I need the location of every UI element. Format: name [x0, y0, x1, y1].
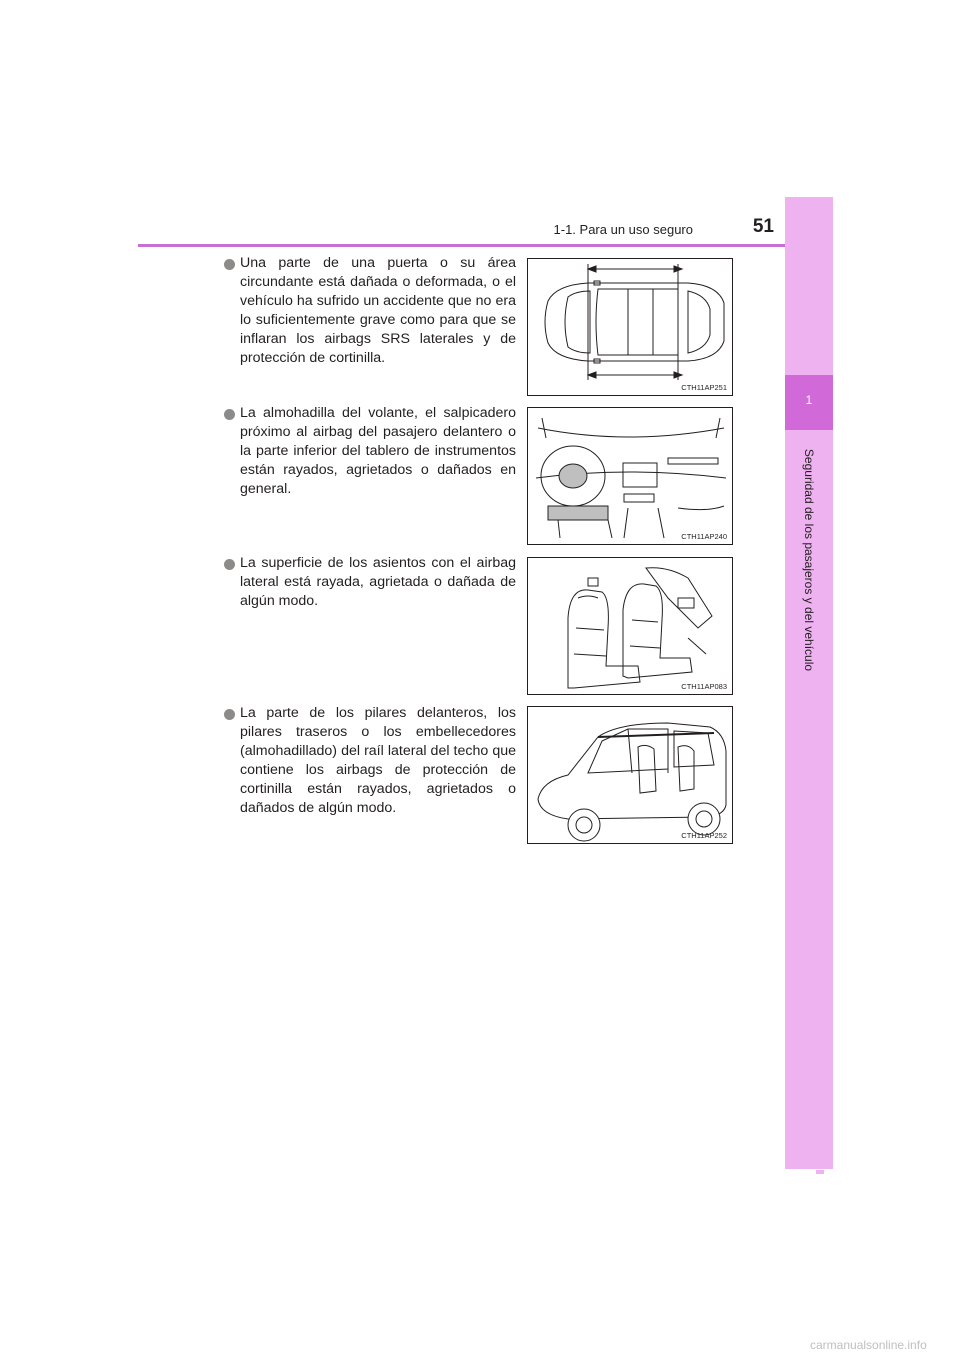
- figure-code: CTH11AP240: [681, 532, 727, 541]
- list-item: [224, 404, 516, 499]
- figure-code: CTH11AP251: [681, 383, 727, 392]
- list-item: [224, 554, 516, 611]
- figure-dashboard: [527, 407, 733, 545]
- header-section-title: 1-1. Para un uso seguro: [553, 222, 693, 237]
- car-side-view-illustration: [528, 707, 734, 845]
- seats-illustration: [528, 558, 734, 696]
- footer-watermark: carmanualsonline.info: [810, 1338, 927, 1352]
- list-item-text: Una parte de una puerta o su área circundante está dañada o deformada, o el vehículo ha sufrido un accidente que no era lo suficientemente grave como para que se inflaran los airbags SRS laterales y de protección de cortinilla.: [240, 255, 516, 366]
- header-rule: [138, 244, 832, 247]
- sidebar-tab: [816, 1170, 824, 1174]
- dashboard-illustration: [528, 408, 734, 546]
- list-item-text: La parte de los pilares delanteros, los pilares traseros o los embellecedores (almohadillado) del raíl lateral del techo que contiene los airbags de protección de cortinilla están rayados, agrietados o dañados de algún modo.: [240, 705, 516, 816]
- figure-car-side-view: [527, 706, 733, 844]
- chapter-number: 1: [805, 393, 813, 407]
- car-top-view-illustration: [528, 259, 734, 397]
- list-item: [224, 704, 516, 818]
- figure-code: CTH11AP083: [681, 682, 727, 691]
- chapter-title: Seguridad de los pasajeros y del vehículo: [802, 448, 816, 672]
- list-item-text: La almohadilla del volante, el salpicadero próximo al airbag del pasajero delantero o la parte inferior del tablero de instrumentos están rayados, agrietados o dañados en general.: [240, 405, 516, 497]
- list-item: [224, 254, 516, 368]
- page-number: 51: [752, 216, 774, 237]
- list-item-text: La superficie de los asientos con el airbag lateral está rayada, agrietada o dañada de algún modo.: [240, 555, 516, 609]
- figure-car-top-view: [527, 258, 733, 396]
- figure-seats: [527, 557, 733, 695]
- figure-code: CTH11AP252: [681, 831, 727, 840]
